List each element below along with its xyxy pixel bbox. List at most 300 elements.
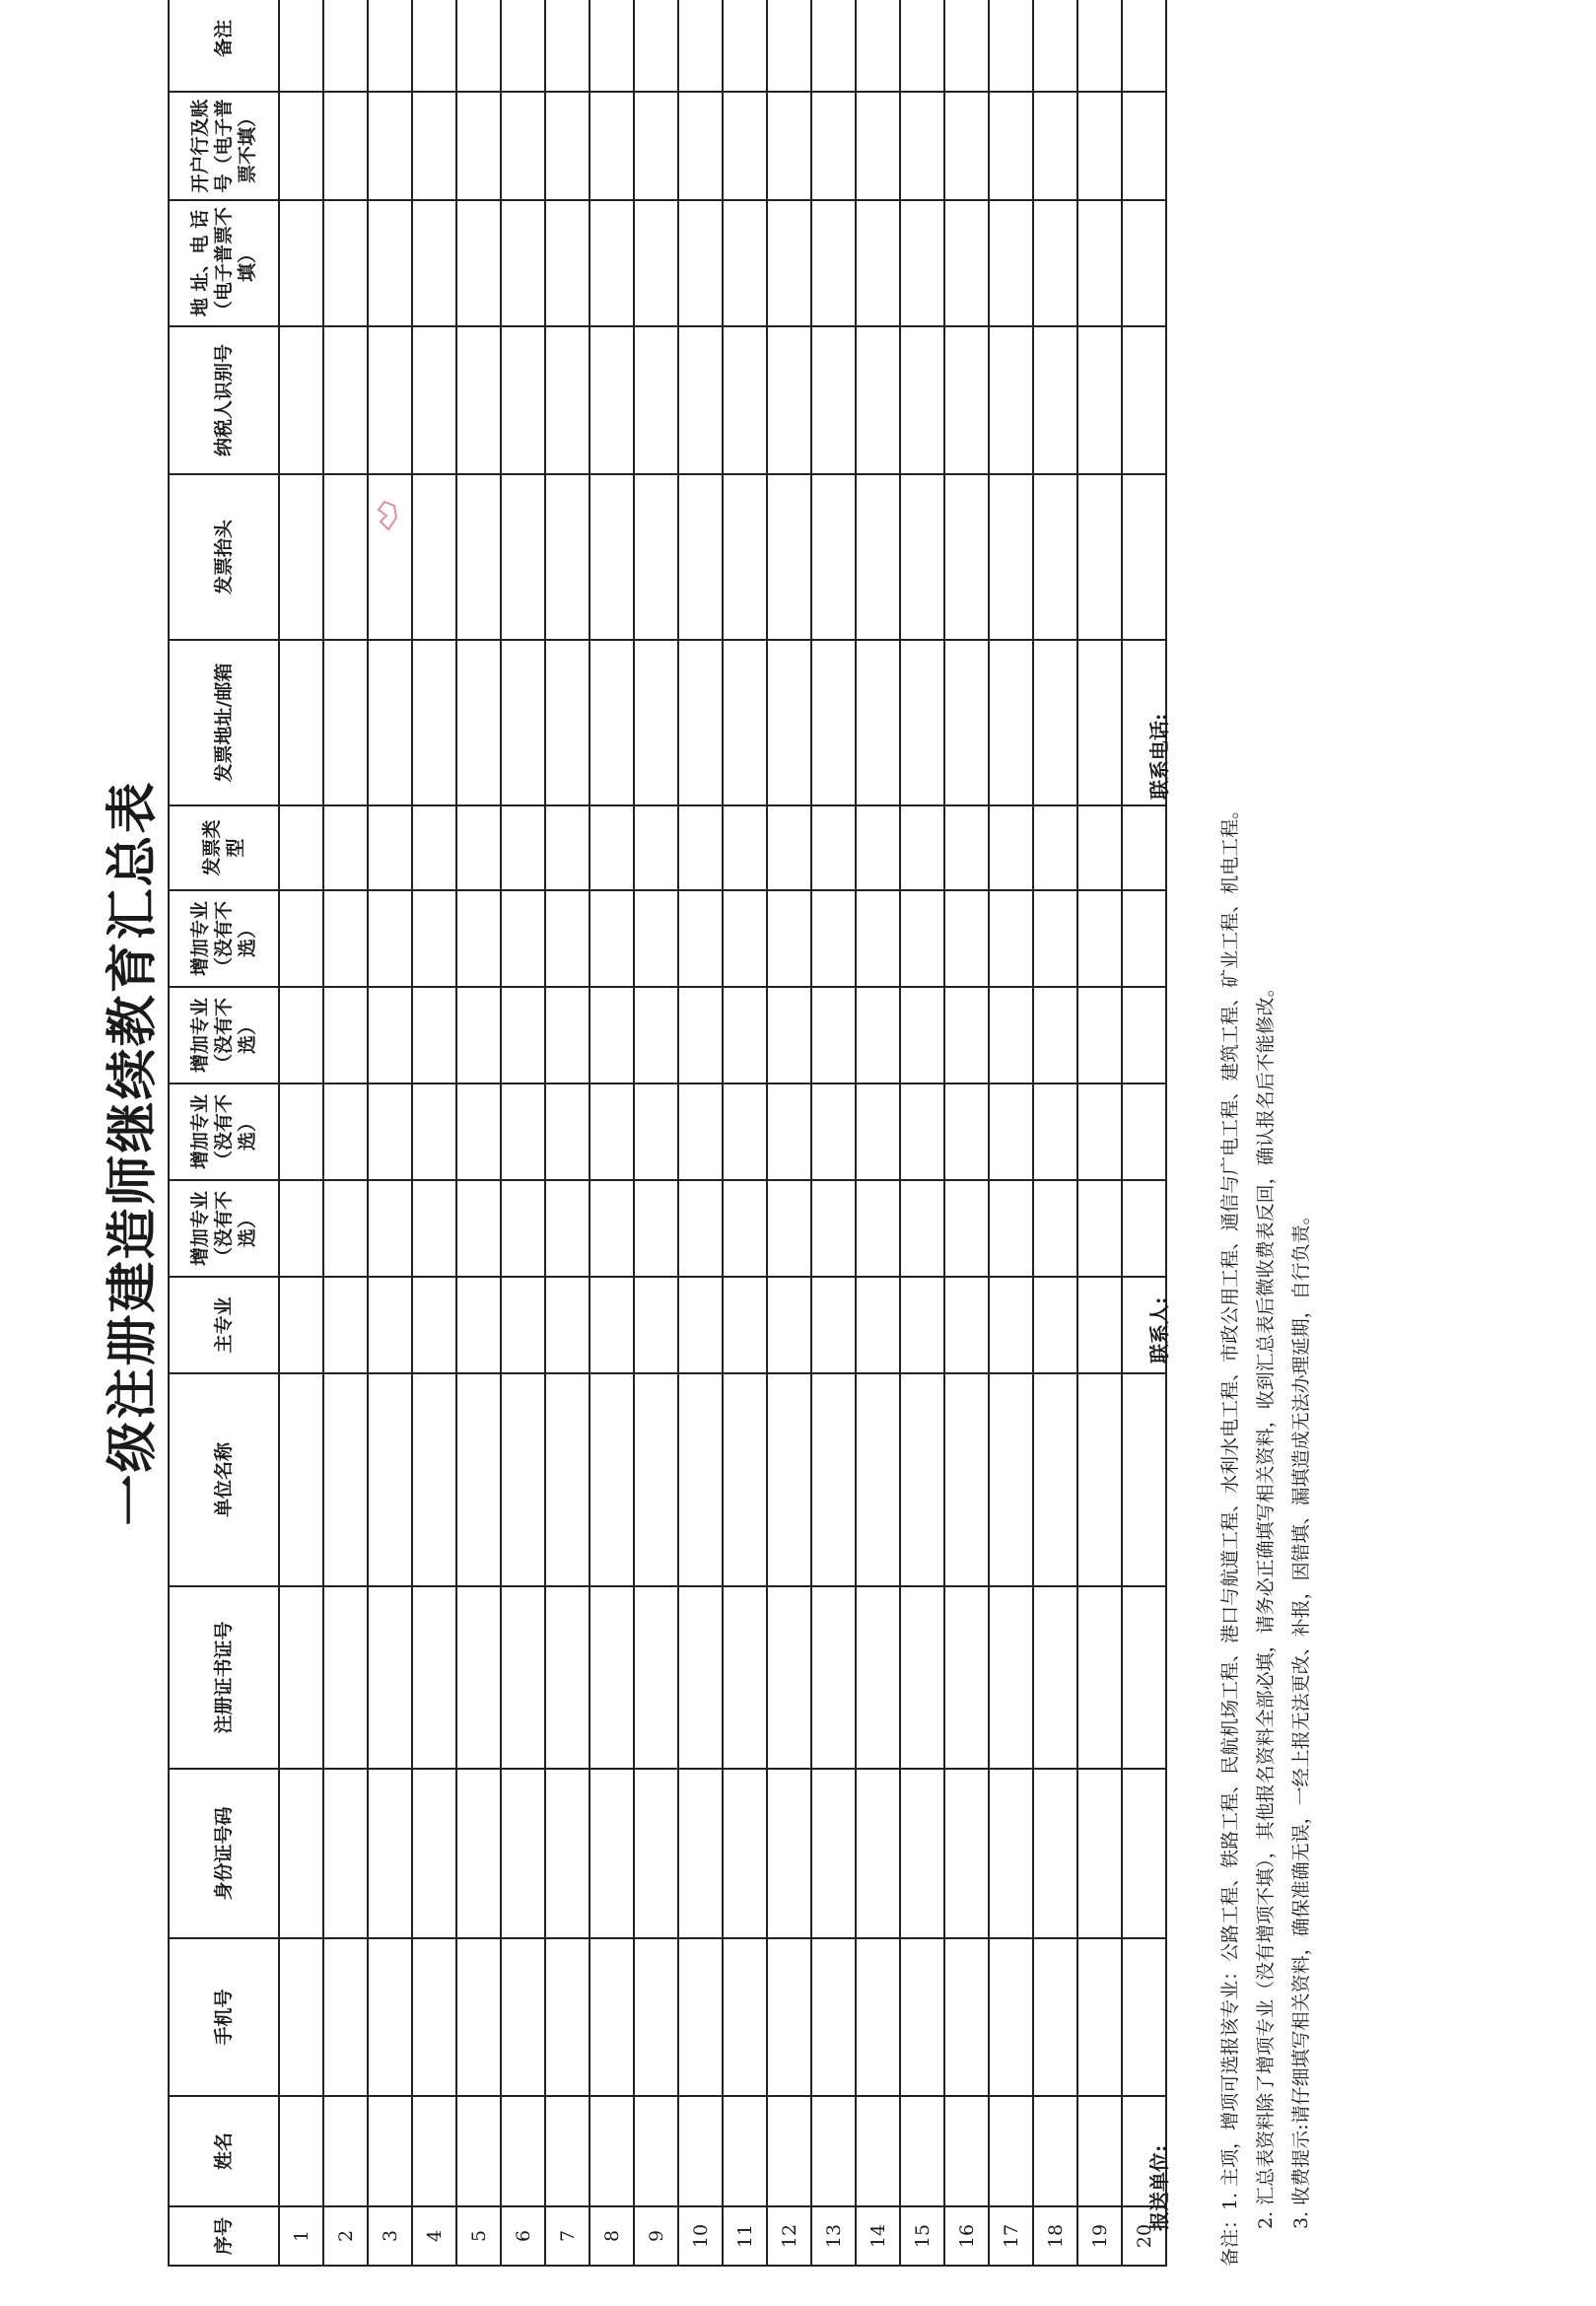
table-cell[interactable] [811,1180,856,1277]
table-cell[interactable] [1033,1586,1077,1769]
table-cell[interactable] [944,987,989,1083]
table-cell[interactable] [989,1938,1033,2096]
table-cell[interactable] [590,1180,634,1277]
table-cell[interactable] [944,1180,989,1277]
table-cell[interactable] [856,1373,900,1586]
table-cell[interactable] [900,1083,944,1180]
table-cell[interactable] [1077,1083,1122,1180]
table-cell[interactable] [368,640,412,805]
table-cell[interactable] [456,1180,501,1277]
table-cell[interactable] [767,200,811,326]
table-cell[interactable] [590,200,634,326]
table-cell[interactable] [723,640,767,805]
table-cell[interactable] [1033,805,1077,890]
table-cell[interactable] [368,987,412,1083]
table-cell[interactable] [678,1083,723,1180]
table-cell[interactable] [989,1769,1033,1938]
table-cell[interactable] [456,1586,501,1769]
table-cell[interactable] [811,805,856,890]
table-cell[interactable] [545,1586,590,1769]
table-cell[interactable] [590,1277,634,1373]
table-cell[interactable] [456,474,501,640]
table-cell[interactable] [1033,1083,1077,1180]
table-cell[interactable] [723,1180,767,1277]
table-cell[interactable] [456,326,501,474]
table-cell[interactable] [634,0,678,92]
table-cell[interactable] [767,474,811,640]
table-cell[interactable] [723,200,767,326]
table-cell[interactable] [323,1180,368,1277]
table-cell[interactable] [900,1180,944,1277]
table-cell[interactable] [368,1586,412,1769]
table-cell[interactable] [456,805,501,890]
table-cell[interactable] [368,805,412,890]
table-cell[interactable] [279,0,323,92]
table-cell[interactable] [678,474,723,640]
table-cell[interactable] [279,1277,323,1373]
table-cell[interactable] [1033,1277,1077,1373]
table-cell[interactable] [412,1769,456,1938]
table-cell[interactable] [412,2096,456,2206]
table-cell[interactable] [323,1586,368,1769]
table-cell[interactable] [545,890,590,987]
table-cell[interactable] [323,1083,368,1180]
table-cell[interactable] [279,640,323,805]
table-cell[interactable] [368,326,412,474]
table-cell[interactable] [856,1769,900,1938]
table-cell[interactable] [900,987,944,1083]
table-cell[interactable] [944,890,989,987]
table-cell[interactable] [634,1083,678,1180]
table-cell[interactable] [989,1277,1033,1373]
table-cell[interactable] [412,890,456,987]
table-cell[interactable] [811,1083,856,1180]
table-cell[interactable] [279,1769,323,1938]
table-cell[interactable] [767,1586,811,1769]
table-cell[interactable] [634,1277,678,1373]
table-cell[interactable] [1077,1373,1122,1586]
table-cell[interactable] [456,640,501,805]
table-cell[interactable] [545,1769,590,1938]
table-cell[interactable] [590,0,634,92]
table-cell[interactable] [678,0,723,92]
table-cell[interactable] [900,0,944,92]
table-cell[interactable] [1077,640,1122,805]
table-cell[interactable] [900,1277,944,1373]
table-cell[interactable] [767,2096,811,2206]
table-cell[interactable] [501,474,545,640]
table-cell[interactable] [1033,640,1077,805]
table-cell[interactable] [590,640,634,805]
table-cell[interactable] [456,200,501,326]
table-cell[interactable] [989,474,1033,640]
table-cell[interactable] [501,92,545,200]
table-cell[interactable] [900,640,944,805]
table-cell[interactable] [545,987,590,1083]
table-cell[interactable] [989,1083,1033,1180]
table-cell[interactable] [545,1083,590,1180]
table-cell[interactable] [545,200,590,326]
table-cell[interactable] [811,987,856,1083]
table-cell[interactable] [811,92,856,200]
table-cell[interactable] [1033,987,1077,1083]
table-cell[interactable] [545,805,590,890]
table-cell[interactable] [590,2096,634,2206]
table-cell[interactable] [590,92,634,200]
table-cell[interactable] [944,92,989,200]
table-cell[interactable] [1033,200,1077,326]
table-cell[interactable] [501,890,545,987]
table-cell[interactable] [412,0,456,92]
table-cell[interactable] [501,1373,545,1586]
table-cell[interactable] [456,92,501,200]
table-cell[interactable] [368,200,412,326]
table-cell[interactable] [590,1769,634,1938]
table-cell[interactable] [412,640,456,805]
table-cell[interactable] [1077,2096,1122,2206]
table-cell[interactable] [678,1769,723,1938]
table-cell[interactable] [944,805,989,890]
table-cell[interactable] [412,92,456,200]
table-cell[interactable] [811,1373,856,1586]
table-cell[interactable] [279,326,323,474]
table-cell[interactable] [944,1373,989,1586]
table-cell[interactable] [1077,890,1122,987]
table-cell[interactable] [900,92,944,200]
table-cell[interactable] [678,987,723,1083]
table-cell[interactable] [856,200,900,326]
table-cell[interactable] [634,805,678,890]
table-cell[interactable] [412,1586,456,1769]
table-cell[interactable] [767,1083,811,1180]
table-cell[interactable] [590,474,634,640]
table-cell[interactable] [723,987,767,1083]
table-cell[interactable] [856,890,900,987]
table-cell[interactable] [501,805,545,890]
table-cell[interactable] [856,987,900,1083]
table-cell[interactable] [767,0,811,92]
table-cell[interactable] [412,474,456,640]
table-cell[interactable] [634,890,678,987]
table-cell[interactable] [323,1277,368,1373]
table-cell[interactable] [900,805,944,890]
table-cell[interactable] [323,326,368,474]
table-cell[interactable] [368,1938,412,2096]
table-cell[interactable] [811,640,856,805]
table-cell[interactable] [989,200,1033,326]
table-cell[interactable] [856,1586,900,1769]
table-cell[interactable] [723,1083,767,1180]
table-cell[interactable] [723,2096,767,2206]
table-cell[interactable] [590,326,634,474]
table-cell[interactable] [590,805,634,890]
table-cell[interactable] [767,1180,811,1277]
table-cell[interactable] [590,890,634,987]
table-cell[interactable] [767,987,811,1083]
table-cell[interactable] [323,987,368,1083]
table-cell[interactable] [856,474,900,640]
table-cell[interactable] [944,200,989,326]
table-cell[interactable] [989,1586,1033,1769]
table-cell[interactable] [1033,1938,1077,2096]
table-cell[interactable] [856,1083,900,1180]
table-cell[interactable] [944,1586,989,1769]
table-cell[interactable] [279,1938,323,2096]
table-cell[interactable] [323,640,368,805]
table-cell[interactable] [368,2096,412,2206]
table-cell[interactable] [856,640,900,805]
table-cell[interactable] [1033,474,1077,640]
table-cell[interactable] [501,326,545,474]
table-cell[interactable] [368,1373,412,1586]
table-cell[interactable] [678,2096,723,2206]
table-cell[interactable] [456,987,501,1083]
table-cell[interactable] [678,640,723,805]
table-cell[interactable] [900,1586,944,1769]
table-cell[interactable] [456,1083,501,1180]
table-cell[interactable] [678,200,723,326]
table-cell[interactable] [368,92,412,200]
table-cell[interactable] [501,1083,545,1180]
table-cell[interactable] [456,2096,501,2206]
table-cell[interactable] [590,1083,634,1180]
table-cell[interactable] [944,1769,989,1938]
table-cell[interactable] [279,92,323,200]
table-cell[interactable] [279,1373,323,1586]
table-cell[interactable] [323,890,368,987]
table-cell[interactable] [944,474,989,640]
table-cell[interactable] [412,1083,456,1180]
table-cell[interactable] [989,890,1033,987]
table-cell[interactable] [989,92,1033,200]
table-cell[interactable] [1033,326,1077,474]
table-cell[interactable] [811,1277,856,1373]
table-cell[interactable] [368,890,412,987]
table-cell[interactable] [944,1938,989,2096]
table-cell[interactable] [412,326,456,474]
table-cell[interactable] [368,1083,412,1180]
table-cell[interactable] [368,1769,412,1938]
table-cell[interactable] [412,1938,456,2096]
table-cell[interactable] [634,200,678,326]
table-cell[interactable] [545,474,590,640]
table-cell[interactable] [368,1277,412,1373]
table-cell[interactable] [545,92,590,200]
table-cell[interactable] [811,474,856,640]
table-cell[interactable] [323,1373,368,1586]
table-cell[interactable] [723,1277,767,1373]
table-cell[interactable] [900,1769,944,1938]
table-cell[interactable] [279,1083,323,1180]
table-cell[interactable] [989,1373,1033,1586]
table-cell[interactable] [323,200,368,326]
table-cell[interactable] [279,987,323,1083]
table-cell[interactable] [456,1277,501,1373]
table-cell[interactable] [856,1938,900,2096]
table-cell[interactable] [456,890,501,987]
table-cell[interactable] [767,1277,811,1373]
table-cell[interactable] [1077,200,1122,326]
table-cell[interactable] [456,0,501,92]
table-cell[interactable] [545,0,590,92]
table-cell[interactable] [944,640,989,805]
table-cell[interactable] [634,92,678,200]
table-cell[interactable] [989,326,1033,474]
table-cell[interactable] [856,805,900,890]
table-cell[interactable] [634,640,678,805]
table-cell[interactable] [323,805,368,890]
table-cell[interactable] [501,200,545,326]
table-cell[interactable] [856,92,900,200]
table-cell[interactable] [900,2096,944,2206]
table-cell[interactable] [811,1586,856,1769]
table-cell[interactable] [545,1180,590,1277]
table-cell[interactable] [678,92,723,200]
table-cell[interactable] [501,0,545,92]
table-cell[interactable] [590,1586,634,1769]
table-cell[interactable] [590,1373,634,1586]
table-cell[interactable] [723,0,767,92]
table-cell[interactable] [1033,890,1077,987]
table-cell[interactable] [856,0,900,92]
table-cell[interactable] [811,0,856,92]
table-cell[interactable] [767,890,811,987]
table-cell[interactable] [545,2096,590,2206]
table-cell[interactable] [989,987,1033,1083]
table-cell[interactable] [944,0,989,92]
table-cell[interactable] [501,1586,545,1769]
table-cell[interactable] [456,1373,501,1586]
table-cell[interactable] [856,1277,900,1373]
table-cell[interactable] [767,92,811,200]
table-cell[interactable] [634,1373,678,1586]
table-cell[interactable] [545,1373,590,1586]
table-cell[interactable] [1077,805,1122,890]
table-cell[interactable] [723,474,767,640]
table-cell[interactable] [678,1277,723,1373]
table-cell[interactable] [279,474,323,640]
table-cell[interactable] [412,1277,456,1373]
table-cell[interactable] [723,1373,767,1586]
table-cell[interactable] [767,1373,811,1586]
table-cell[interactable] [1033,0,1077,92]
table-cell[interactable] [412,805,456,890]
table-cell[interactable] [723,1769,767,1938]
table-cell[interactable] [279,2096,323,2206]
table-cell[interactable] [1077,1769,1122,1938]
table-cell[interactable] [634,2096,678,2206]
table-cell[interactable] [811,1769,856,1938]
table-cell[interactable] [545,640,590,805]
table-cell[interactable] [944,1277,989,1373]
table-cell[interactable] [1077,1586,1122,1769]
table-cell[interactable] [678,1180,723,1277]
table-cell[interactable] [1077,1277,1122,1373]
table-cell[interactable] [501,1277,545,1373]
table-cell[interactable] [723,1938,767,2096]
table-cell[interactable] [1033,1180,1077,1277]
table-cell[interactable] [412,1373,456,1586]
table-cell[interactable] [767,640,811,805]
table-cell[interactable] [723,805,767,890]
table-cell[interactable] [590,987,634,1083]
table-cell[interactable] [678,805,723,890]
table-cell[interactable] [1033,2096,1077,2206]
table-cell[interactable] [323,0,368,92]
table-cell[interactable] [678,890,723,987]
table-cell[interactable] [989,2096,1033,2206]
table-cell[interactable] [989,640,1033,805]
table-cell[interactable] [856,326,900,474]
table-cell[interactable] [501,2096,545,2206]
table-cell[interactable] [545,326,590,474]
table-cell[interactable] [811,200,856,326]
table-cell[interactable] [1033,1769,1077,1938]
table-cell[interactable] [634,1180,678,1277]
table-cell[interactable] [368,1180,412,1277]
table-cell[interactable] [856,2096,900,2206]
table-cell[interactable] [678,1373,723,1586]
table-cell[interactable] [723,1586,767,1769]
table-cell[interactable] [900,474,944,640]
table-cell[interactable] [767,805,811,890]
table-cell[interactable] [456,1938,501,2096]
table-cell[interactable] [989,0,1033,92]
table-cell[interactable] [545,1938,590,2096]
table-cell[interactable] [1077,92,1122,200]
table-cell[interactable] [900,200,944,326]
table-cell[interactable] [634,987,678,1083]
table-cell[interactable] [1077,987,1122,1083]
table-cell[interactable] [767,1769,811,1938]
table-cell[interactable] [900,890,944,987]
table-cell[interactable] [1077,474,1122,640]
table-cell[interactable] [767,1938,811,2096]
table-cell[interactable] [1077,0,1122,92]
table-cell[interactable] [944,326,989,474]
table-cell[interactable] [634,326,678,474]
table-cell[interactable] [590,1938,634,2096]
table-cell[interactable] [634,1586,678,1769]
table-cell[interactable] [279,1180,323,1277]
table-cell[interactable] [900,1373,944,1586]
table-cell[interactable] [279,200,323,326]
table-cell[interactable] [1033,1373,1077,1586]
table-cell[interactable] [811,890,856,987]
table-cell[interactable] [856,1180,900,1277]
table-cell[interactable] [1033,92,1077,200]
table-cell[interactable] [811,1938,856,2096]
table-cell[interactable] [1077,1938,1122,2096]
table-cell[interactable] [323,1769,368,1938]
table-cell[interactable] [279,805,323,890]
table-cell[interactable] [323,2096,368,2206]
table-cell[interactable] [323,1938,368,2096]
table-cell[interactable] [501,1769,545,1938]
table-cell[interactable] [412,200,456,326]
table-cell[interactable] [412,1180,456,1277]
table-cell[interactable] [723,890,767,987]
table-cell[interactable] [634,1938,678,2096]
table-cell[interactable] [634,474,678,640]
table-cell[interactable] [501,987,545,1083]
table-cell[interactable] [989,1180,1033,1277]
table-cell[interactable] [678,1586,723,1769]
table-cell[interactable] [323,92,368,200]
table-cell[interactable] [545,1277,590,1373]
table-cell[interactable] [678,326,723,474]
table-cell[interactable] [456,1769,501,1938]
